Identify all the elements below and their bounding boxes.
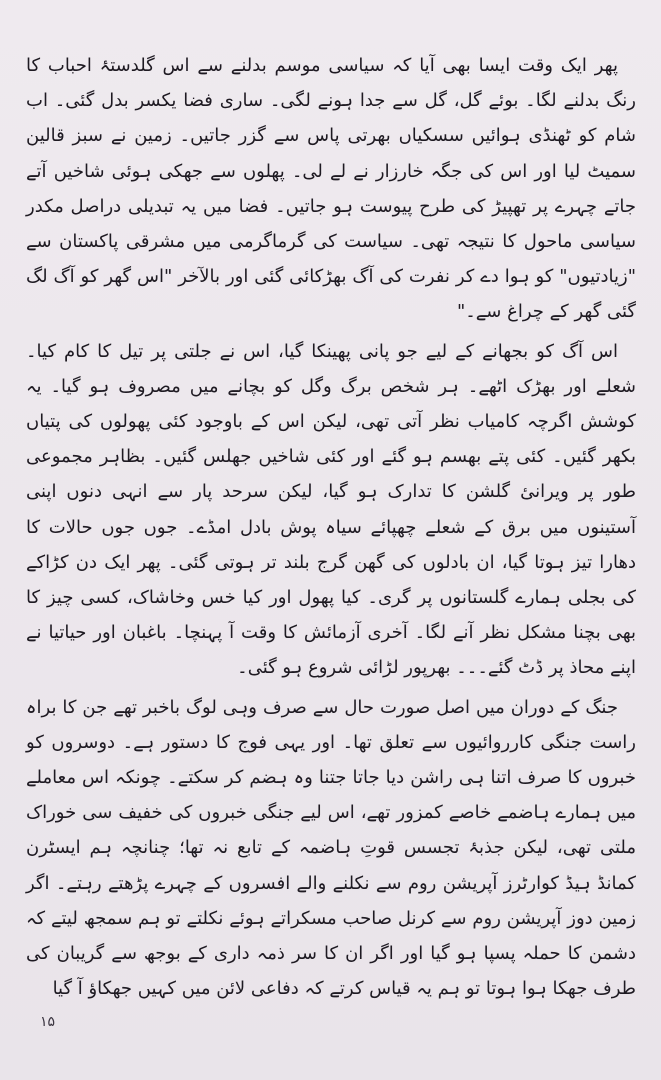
paragraph-1: پھر ایک وقت ایسا بھی آیا کہ سیاسی موسم بدلنے سے اس گلدستۂ احباب کا رنگ بدلنے لگا۔ بوئے گل، گل سے جدا ہونے لگی۔ ساری فضا یکسر بدل گئی۔ اب شام کو ٹھنڈی ہوائیں سسکیاں بھرتی پاس سے گزر جاتیں۔ زمین نے سبز قالین سمیٹ لیا اور اس کی جگہ خارزار نے لے لی۔ پھلوں سے جھکی ہوئی شاخیں آتے جاتے چہرے پر تھپیڑ کی طرح پیوست ہو جاتیں۔ فضا میں یہ تبدیلی دراصل مکدر سیاسی ماحول کا نتیجہ تھی۔ سیاست کی گرماگرمی میں مشرقی پاکستان سے "زیادتیوں" کو ہوا دے کر نفرت کی آگ بھڑکائی گئی اور بالآخر "اس گھر کو آگ لگ گئی گھر کے چراغ سے۔" <box>26 55 636 323</box>
body-text <box>26 48 636 1006</box>
paragraph-3: جنگ کے دوران میں اصل صورت حال سے صرف وہی لوگ باخبر تھے جن کا براہ راست جنگی کارروائیوں سے تعلق تھا۔ اور یہی فوج کا دستور ہے۔ دوسروں کو خبروں کا صرف اتنا ہی راشن دیا جاتا جتنا وہ ہضم کر سکتے۔ چونکہ اس معاملے میں ہمارے ہاضمے خاصے کمزور تھے، اس لیے جنگی خبروں کی خفیف سی خوراک ملتی تھی، لیکن جذبۂ تجسس قوتِ ہاضمہ کے تابع نہ تھا؛ چنانچہ ہم ایسٹرن کمانڈ ہیڈ کوارٹرز آپریشن روم سے نکلنے والے افسروں کے چہرے پڑھتے رہتے۔ اگر زمین دوز آپریشن روم سے کرنل صاحب مسکراتے ہوئے نکلتے تو ہم سمجھ لیتے کہ دشمن کا حملہ پسپا ہو گیا اور اگر ان کا سر ذمہ داری کے بوجھ سے گریبان کی طرف جھکا ہوا ہوتا تو ہم یہ قیاس کرتے کہ دفاعی لائن میں کہیں جھکاؤ آ گیا <box>26 696 636 1000</box>
page-number: ۱۵ <box>40 1014 56 1030</box>
paragraph-2: اس آگ کو بجھانے کے لیے جو پانی پھینکا گیا، اس نے جلتی پر تیل کا کام کیا۔ شعلے اور بھڑک اٹھے۔ ہر شخص برگ وگل کو بچانے میں مصروف ہو گیا۔ یہ کوشش اگرچہ کامیاب نظر آتی تھی، لیکن اس کے باوجود کئی پھولوں کی پتیاں بکھر گئیں۔ کئی پتے بھسم ہو گئے اور کئی شاخیں جھلس گئیں۔ بظاہر مجموعی طور پر ویرانیٔ گلشن کا تدارک ہو گیا، لیکن سرحد پار سے انہی دنوں اپنی آستینوں میں برق کے شعلے چھپائے سیاہ پوش بادل امڈے۔ جوں جوں حالات کا دھارا تیز ہوتا گیا، ان بادلوں کی گھن گرج بلند تر ہوتی گئی۔ پھر ایک دن کڑاکے کی بجلی ہمارے گلستانوں پر گری۔ کیا پھول اور کیا خس وخاشاک، کسی چیز کا بھی بچنا مشکل نظر آنے لگا۔ آخری آزمائش کا وقت آ پہنچا۔ باغبان اور حیاتیا نے اپنے محاذ پر ڈٹ گئے۔۔۔ بھرپور لڑائی شروع ہو گئی۔ <box>26 340 636 679</box>
